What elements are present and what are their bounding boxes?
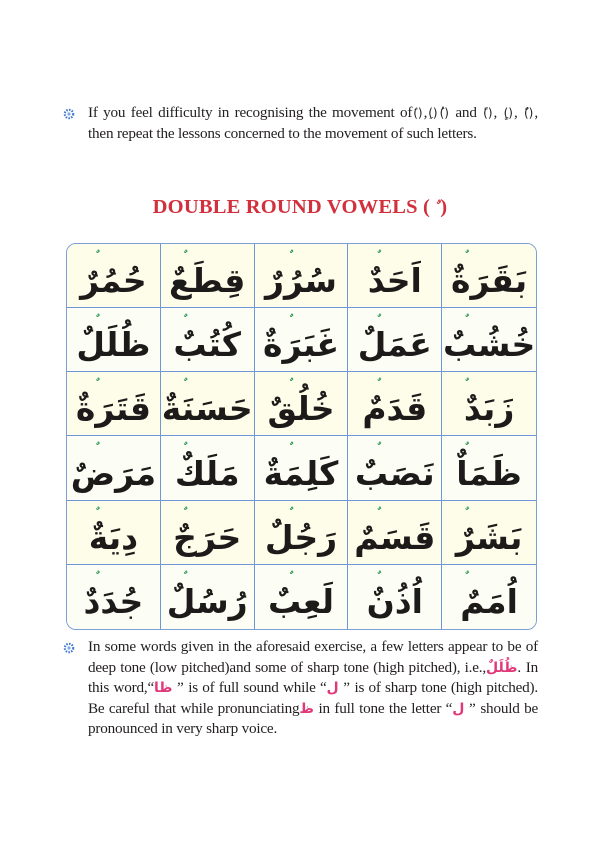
arabic-word: بَشَرٌ [455,517,523,557]
dammatain-mark: (ٌ) [523,106,534,120]
word-cell [255,372,349,436]
word-cell [161,501,255,565]
word-cell [348,501,442,565]
word-cell [348,244,442,308]
word-cell [255,436,349,500]
word-cell [161,372,255,436]
arabic-word: اُمَمٌ [460,582,518,622]
arabic-word: حَسَنَةٌ [161,389,253,429]
arabic-word: مَرَضٌ [70,453,157,493]
word-cell [67,436,161,500]
word-cell [255,565,349,629]
word-cell [442,501,536,565]
title-close: ) [440,196,448,218]
comma: , [513,104,518,121]
example-word: ظُلَلٌ [486,659,518,676]
sharp-tone-letter: ل [326,680,339,696]
word-cell [67,308,161,372]
arabic-word: رَجُلٌ [264,517,338,557]
arabic-word: قَدَمٌ [362,389,428,429]
note-text-4: ” is of sharp tone (high pitched). Be careful that while pronunciating [88,679,538,717]
arabic-word: جُدَدٌ [83,582,144,622]
arabic-word: لَعِبٌ [268,582,334,622]
arabic-word: ظُلَلٌ [76,325,151,365]
arabic-word: سُرُرٌ [265,261,337,301]
arabic-word: حُمُرٌ [80,261,147,301]
note-text-2: . In this word,“ [88,658,538,696]
comma: , [493,104,498,121]
gear-bullet-icon [63,108,75,120]
arabic-word: قَسَمٌ [354,517,436,557]
sharp-tone-letter-2: ل [452,700,465,717]
fatha-mark: (َ) [413,106,423,120]
arabic-word: كُتُبٌ [173,325,241,365]
instruction-text-middle: and [455,104,477,121]
word-cell [67,244,161,308]
note-text-3: ” is of full sound while “ [172,679,327,696]
arabic-word: زَبَدٌ [463,389,515,429]
comma: , [423,104,428,121]
arabic-word: ظَمَاٌ [456,453,522,493]
word-cell [255,501,349,565]
arabic-word: كَلِمَةٌ [263,453,339,493]
damma-mark: (ُ) [439,106,449,120]
arabic-word: بَقَرَةٌ [451,261,528,301]
arabic-word: غَبَرَةٌ [262,325,339,365]
vowel-word-grid [66,243,537,630]
word-cell [348,308,442,372]
word-cell [348,436,442,500]
arabic-word: خُشُبٌ [442,325,536,365]
arabic-word: خُلُقٌ [267,389,335,429]
full-sound-letter-2: ظ [299,700,314,717]
title-text: DOUBLE ROUND VOWELS ( [152,196,431,218]
kasra-mark: (ِ) [428,106,438,120]
word-cell [161,308,255,372]
note-text-1: In some words given in the aforesaid exercise, a few letters appear to be of deep tone (low pitched)and some of sharp tone (high pitched), i.e., [88,638,538,676]
arabic-word: قِطَعٌ [169,261,246,301]
word-cell [255,308,349,372]
instruction-text-start: If you feel difficulty in recognising the movement of [88,104,413,121]
word-cell [442,565,536,629]
section-title [0,196,600,219]
arabic-word: اَحَدٌ [367,261,422,301]
word-cell [255,244,349,308]
arabic-word: رُسُلٌ [166,582,248,622]
arabic-word: حَرَجٌ [173,517,242,557]
word-cell [67,501,161,565]
word-cell [442,372,536,436]
arabic-word: قَتَرَةٌ [75,389,151,429]
arabic-word: نَصَبٌ [354,453,435,493]
word-cell [348,372,442,436]
word-cell [161,244,255,308]
arabic-word: مَلَكٌ [174,453,240,493]
word-cell [442,244,536,308]
word-cell [442,308,536,372]
instruction-paragraph [88,103,538,144]
kasratain-mark: (ٍ) [503,106,513,120]
full-sound-letter: ظا [154,680,173,696]
word-cell [442,436,536,500]
arabic-word: عَمَلٌ [357,325,432,365]
note-text-5: in full tone the letter “ [313,699,453,717]
word-cell [348,565,442,629]
note-text-6: ” should be pronounced in very sharp voice. [88,699,539,737]
instruction-text-end: , then repeat the lessons concerned to the movement of such letters. [88,104,538,142]
arabic-word: اُذُنٌ [366,582,423,622]
word-cell [67,372,161,436]
gear-bullet-icon [63,642,75,654]
word-cell [67,565,161,629]
word-cell [161,565,255,629]
arabic-word: دِيَةٌ [88,517,139,557]
fathatain-mark: (ً) [483,106,493,120]
word-cell [161,436,255,500]
note-paragraph [88,637,538,740]
